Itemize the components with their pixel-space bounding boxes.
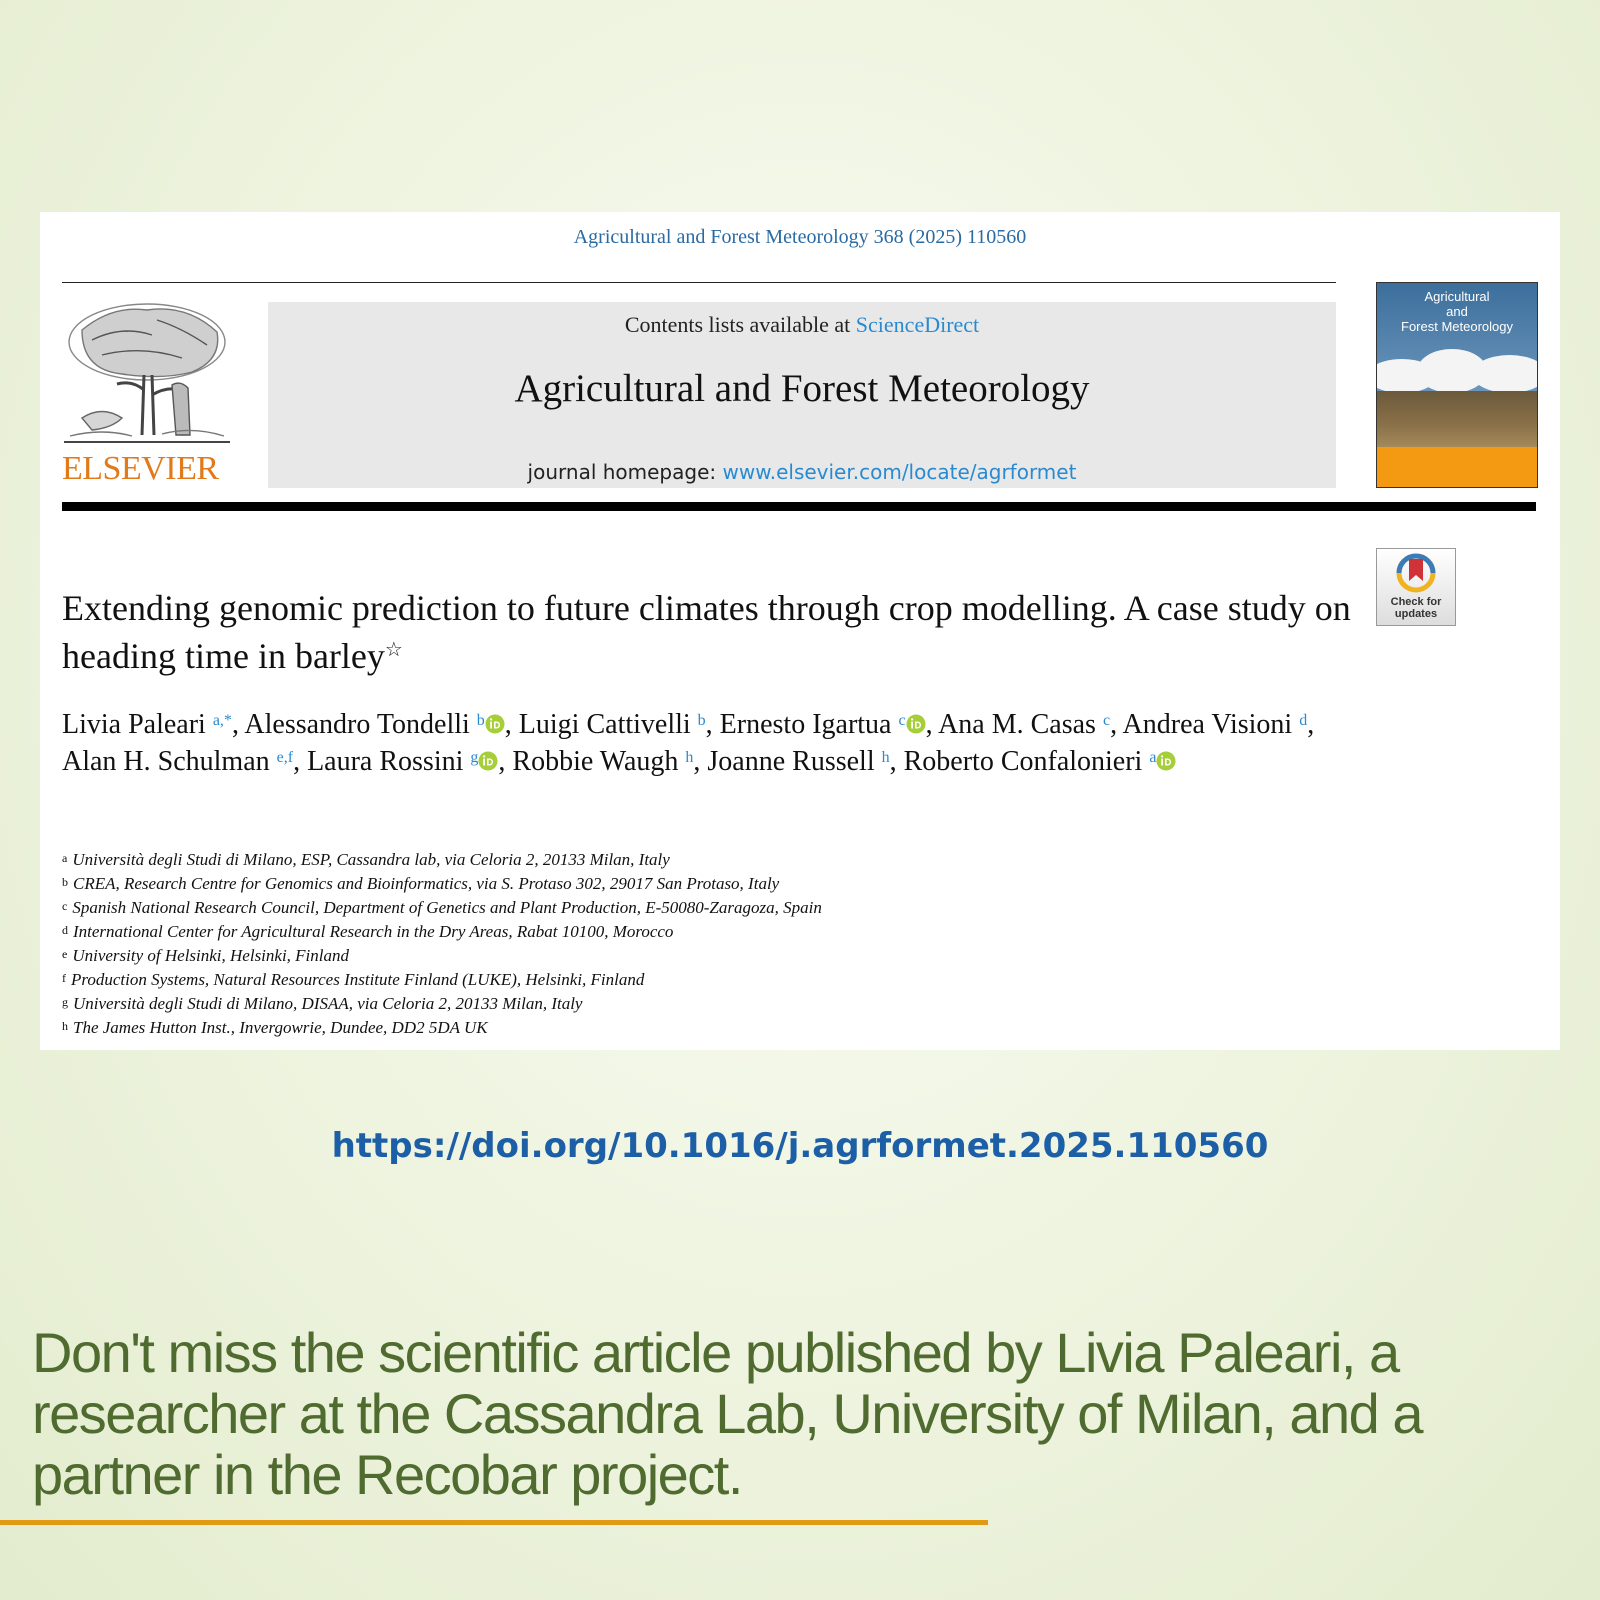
author: [904, 746, 1177, 777]
check-label-line: updates: [1394, 608, 1438, 620]
author-separator: ,: [293, 746, 308, 777]
affiliation: [62, 896, 1362, 920]
affiliation: [62, 944, 1362, 968]
author: [938, 709, 1122, 740]
affiliation: [62, 992, 1362, 1016]
author-name[interactable]: Laura Rossini: [307, 746, 464, 777]
affiliation-text: Spanish National Research Council, Department of Genetics and Plant Production, E-50080-Zaragoza, Spain: [72, 898, 822, 917]
author: [62, 709, 244, 740]
affiliation-text: University of Helsinki, Helsinki, Finland: [72, 946, 350, 965]
check-for-updates-icon: [1396, 553, 1436, 595]
affiliation: [62, 920, 1362, 944]
affiliation-letter: h: [62, 1019, 68, 1033]
homepage-link[interactable]: www.elsevier.com/locate/agrformet: [722, 460, 1077, 484]
orcid-icon[interactable]: [1156, 751, 1176, 771]
orcid-icon[interactable]: [485, 714, 505, 734]
author-separator: ,: [231, 709, 245, 740]
affiliation-letter: e: [62, 947, 68, 961]
cover-landscape: [1377, 391, 1537, 447]
affiliation-text: Università degli Studi di Milano, DISAA, via Celoria 2, 20133 Milan, Italy: [73, 994, 583, 1013]
elsevier-logo: [62, 300, 232, 490]
accent-underline: [0, 1520, 988, 1525]
author: [62, 746, 307, 777]
orcid-icon[interactable]: [478, 751, 498, 771]
author-affiliation-mark[interactable]: g: [470, 749, 479, 766]
author: [720, 709, 938, 740]
homepage-prefix: journal homepage:: [527, 460, 723, 484]
author-name[interactable]: Livia Paleari: [62, 709, 206, 740]
author-affiliation-mark[interactable]: b: [697, 712, 706, 729]
affiliation-text: CREA, Research Centre for Genomics and Bioinformatics, via S. Protaso 302, 29017 San Protaso, Italy: [73, 874, 780, 893]
author-separator: ,: [889, 746, 904, 777]
affiliation-text: International Center for Agricultural Research in the Dry Areas, Rabat 10100, Morocco: [73, 922, 674, 941]
author-separator: ,: [925, 709, 939, 740]
author: [244, 709, 518, 740]
cover-title-line: Agricultural: [1424, 289, 1490, 304]
cover-cloud: [1472, 355, 1538, 393]
affiliation-letter: c: [62, 899, 68, 913]
header-rule: [62, 282, 1336, 283]
check-for-updates-button[interactable]: [1376, 548, 1456, 626]
author-separator: ,: [504, 709, 519, 740]
author-affiliation-mark[interactable]: d: [1299, 712, 1308, 729]
elsevier-tree-icon: [62, 300, 232, 450]
author-name[interactable]: Alessandro Tondelli: [244, 709, 470, 740]
author-name[interactable]: Luigi Cattivelli: [518, 709, 691, 740]
sciencedirect-link[interactable]: ScienceDirect: [855, 312, 980, 337]
journal-citation: Agricultural and Forest Meteorology 368 (2025) 110560: [573, 226, 1027, 248]
author-name[interactable]: Alan H. Schulman: [62, 746, 270, 777]
author-separator: ,: [498, 746, 513, 777]
elsevier-wordmark: ELSEVIER: [62, 450, 219, 487]
author-affiliation-mark[interactable]: c: [1102, 712, 1111, 729]
doi-link[interactable]: https://doi.org/10.1016/j.agrformet.2025.110560: [331, 1126, 1269, 1166]
author-affiliation-mark[interactable]: e,f: [276, 749, 294, 766]
affiliation-letter: d: [62, 923, 68, 937]
affiliation-letter: a: [62, 851, 68, 865]
affiliation-list: [62, 848, 1362, 1040]
author-separator: ,: [1110, 709, 1123, 740]
masthead-rule: [62, 502, 1536, 511]
cover-band: [1377, 447, 1537, 487]
author-affiliation-mark[interactable]: c: [898, 712, 906, 729]
orcid-icon[interactable]: [906, 714, 926, 734]
affiliation: [62, 1016, 1362, 1040]
article-screenshot: [40, 212, 1560, 1050]
journal-cover: [1376, 282, 1538, 488]
homepage-line: [268, 460, 1336, 484]
promo-caption: Don't miss the scientific article published by Livia Paleari, a researcher at the Cassandra Lab, University of Milan, and a partner in the Recobar project.: [32, 1321, 1423, 1506]
affiliation-letter: g: [62, 995, 68, 1009]
title-footnote-star: ☆: [384, 639, 403, 661]
affiliation-text: Production Systems, Natural Resources Institute Finland (LUKE), Helsinki, Finland: [71, 970, 645, 989]
author-separator: ,: [693, 746, 708, 777]
contents-prefix: Contents lists available at: [624, 312, 856, 337]
contents-line: [268, 312, 1336, 338]
author: [512, 746, 707, 777]
article-title-text: Extending genomic prediction to future climates through crop modelling. A case study on heading time in barley: [62, 588, 1351, 676]
affiliation-text: The James Hutton Inst., Invergowrie, Dundee, DD2 5DA UK: [73, 1018, 488, 1037]
author-affiliation-mark[interactable]: h: [881, 749, 890, 766]
check-label-line: Check for: [1390, 596, 1442, 608]
author-affiliation-mark[interactable]: b: [476, 712, 485, 729]
author-name[interactable]: Andrea Visioni: [1122, 709, 1293, 740]
author-list: [62, 706, 1362, 780]
journal-name: Agricultural and Forest Meteorology: [514, 367, 1090, 410]
check-for-updates-label: [1377, 596, 1455, 620]
affiliation-text: Università degli Studi di Milano, ESP, Cassandra lab, via Celoria 2, 20133 Milan, Italy: [72, 850, 670, 869]
author-name[interactable]: Robbie Waugh: [512, 746, 679, 777]
author-name[interactable]: Joanne Russell: [707, 746, 875, 777]
affiliation-letter: b: [62, 875, 68, 889]
author-name[interactable]: Ernesto Igartua: [719, 709, 892, 740]
affiliation: [62, 872, 1362, 896]
author-affiliation-mark[interactable]: a: [1149, 749, 1157, 766]
author-separator: ,: [705, 709, 720, 740]
cover-title-line: and: [1446, 304, 1468, 319]
author-affiliation-mark[interactable]: a,*: [212, 712, 232, 729]
cover-title: [1377, 289, 1537, 334]
cover-title-line: Forest Meteorology: [1401, 319, 1513, 334]
affiliation: [62, 968, 1362, 992]
author-affiliation-mark[interactable]: h: [685, 749, 694, 766]
author-name[interactable]: Roberto Confalonieri: [903, 746, 1143, 777]
affiliation: [62, 848, 1362, 872]
affiliation-letter: f: [62, 971, 66, 985]
journal-masthead: [268, 302, 1336, 488]
article-title: [62, 584, 1352, 680]
author: [707, 746, 903, 777]
author: [1123, 709, 1315, 740]
author-name[interactable]: Ana M. Casas: [938, 709, 1096, 740]
author-separator: ,: [1307, 709, 1315, 740]
author: [519, 709, 720, 740]
author: [307, 746, 512, 777]
